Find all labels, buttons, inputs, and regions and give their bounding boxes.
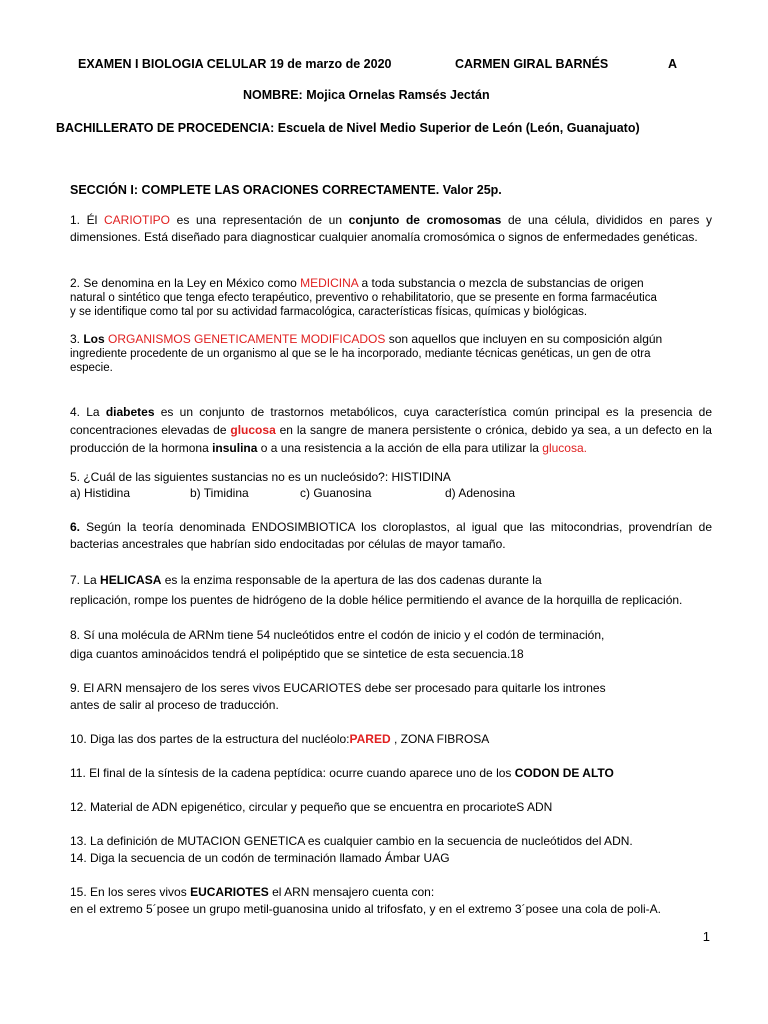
group-letter: A xyxy=(668,57,678,71)
question-2: 2. Se denomina en la Ley en México como MEDICINA a toda substancia o mezcla de substancias de origen xyxy=(70,276,644,290)
question-4: 4. La diabetes es un conjunto de trastornos metabólicos, cuya característica común principal es la presencia de concentraciones elevadas de glucosa en la sangre de manera persistente o crónica, debido ya sea, a un defecto en la producción de la hormona insulina o a una resistencia a la acción de ella para utilizar la glucosa. xyxy=(70,405,713,455)
question-6: 6. Según la teoría denominada ENDOSIMBIOTICA los cloroplastos, al igual que las mitocondrias, provendrían de bacterias ancestrales que habrían sido endocitadas por células de mayor tamaño. xyxy=(70,520,712,551)
question-3-line-3: especie. xyxy=(70,362,113,374)
exam-title: EXAMEN I BIOLOGIA CELULAR 19 de marzo de 2020 xyxy=(78,57,392,71)
question-8: 8. Sí una molécula de ARNm tiene 54 nucleótidos entre el codón de inicio y el codón de terminación, xyxy=(70,628,605,642)
question-15-line-2: en el extremo 5´posee un grupo metil-guanosina unido al trifosfato, y en el extremo 3´posee una cola de poli-A. xyxy=(70,902,662,916)
answer-glucosa: glucosa xyxy=(230,423,276,437)
question-2-line-3: y se identifique como tal por su actividad farmacológica, características físicas, químicas y biológicas. xyxy=(70,306,588,318)
teacher-name: CARMEN GIRAL BARNÉS xyxy=(455,57,609,71)
section-title: SECCIÓN I: COMPLETE LAS ORACIONES CORRECTAMENTE. Valor 25p. xyxy=(70,183,502,197)
answer-cariotipo: CARIOTIPO xyxy=(103,213,170,227)
question-8-line-2: diga cuantos aminoácidos tendrá el polipéptido que se sintetice de esta secuencia.18 xyxy=(70,647,524,661)
answer-ogm: ORGANISMOS GENETICAMENTE MODIFICADOS xyxy=(104,332,386,346)
question-3: 3. Los ORGANISMOS GENETICAMENTE MODIFICADOS son aquellos que incluyen en su composición algún xyxy=(70,332,663,346)
school-line: BACHILLERATO DE PROCEDENCIA: Escuela de Nivel Medio Superior de León (León, Guanajuato) xyxy=(56,121,640,135)
student-name: NOMBRE: Mojica Ornelas Ramsés Jectán xyxy=(243,88,490,102)
question-10: 10. Diga las dos partes de la estructura del nucléolo:PARED , ZONA FIBROSA xyxy=(70,732,490,746)
option-d: d) Adenosina xyxy=(445,486,516,500)
answer-glucosa-2: glucosa. xyxy=(542,441,587,455)
question-7-line-2: replicación, rompe los puentes de hidrógeno de la doble hélice permitiendo el avance de la horquilla de replicación. xyxy=(70,593,683,607)
question-9: 9. El ARN mensajero de los seres vivos EUCARIOTES debe ser procesado para quitarle los intrones xyxy=(70,681,606,695)
option-a: a) Histidina xyxy=(70,486,131,500)
question-3-line-2: ingrediente procedente de un organismo al que se le ha incorporado, mediante técnicas genéticas, un gen de otra xyxy=(70,348,651,360)
question-11: 11. El final de la síntesis de la cadena peptídica: ocurre cuando aparece uno de los CODON DE ALTO xyxy=(70,766,614,780)
question-2-line-2: natural o sintético que tenga efecto terapéutico, preventivo o rehabilitatorio, que se presente en forma farmacéutica xyxy=(70,292,657,304)
question-13: 13. La definición de MUTACION GENETICA es cualquier cambio en la secuencia de nucleótidos del ADN. xyxy=(70,834,633,848)
question-1: 1. Él CARIOTIPO es una representación de un conjunto de cromosomas de una célula, divididos en pares y dimensiones. Está diseñado para diagnosticar cualquier anomalía cromosómica o signos de enfermedades genéticas. xyxy=(70,213,712,244)
answer-medicina: MEDICINA xyxy=(300,276,359,290)
question-5: 5. ¿Cuál de las siguientes sustancias no es un nucleósido?: HISTIDINA xyxy=(70,470,451,484)
question-15: 15. En los seres vivos EUCARIOTES el ARN mensajero cuenta con: xyxy=(70,885,435,899)
answer-pared: PARED xyxy=(349,732,391,746)
option-b: b) Timidina xyxy=(190,486,249,500)
page-number: 1 xyxy=(702,929,710,944)
question-9-line-2: antes de salir al proceso de traducción. xyxy=(70,698,279,712)
question-12: 12. Material de ADN epigenético, circular y pequeño que se encuentra en procarioteS ADN xyxy=(70,800,553,814)
option-c: c) Guanosina xyxy=(300,486,372,500)
question-7: 7. La HELICASA es la enzima responsable de la apertura de las dos cadenas durante la xyxy=(70,573,542,587)
question-14: 14. Diga la secuencia de un codón de terminación llamado Ámbar UAG xyxy=(70,851,450,865)
